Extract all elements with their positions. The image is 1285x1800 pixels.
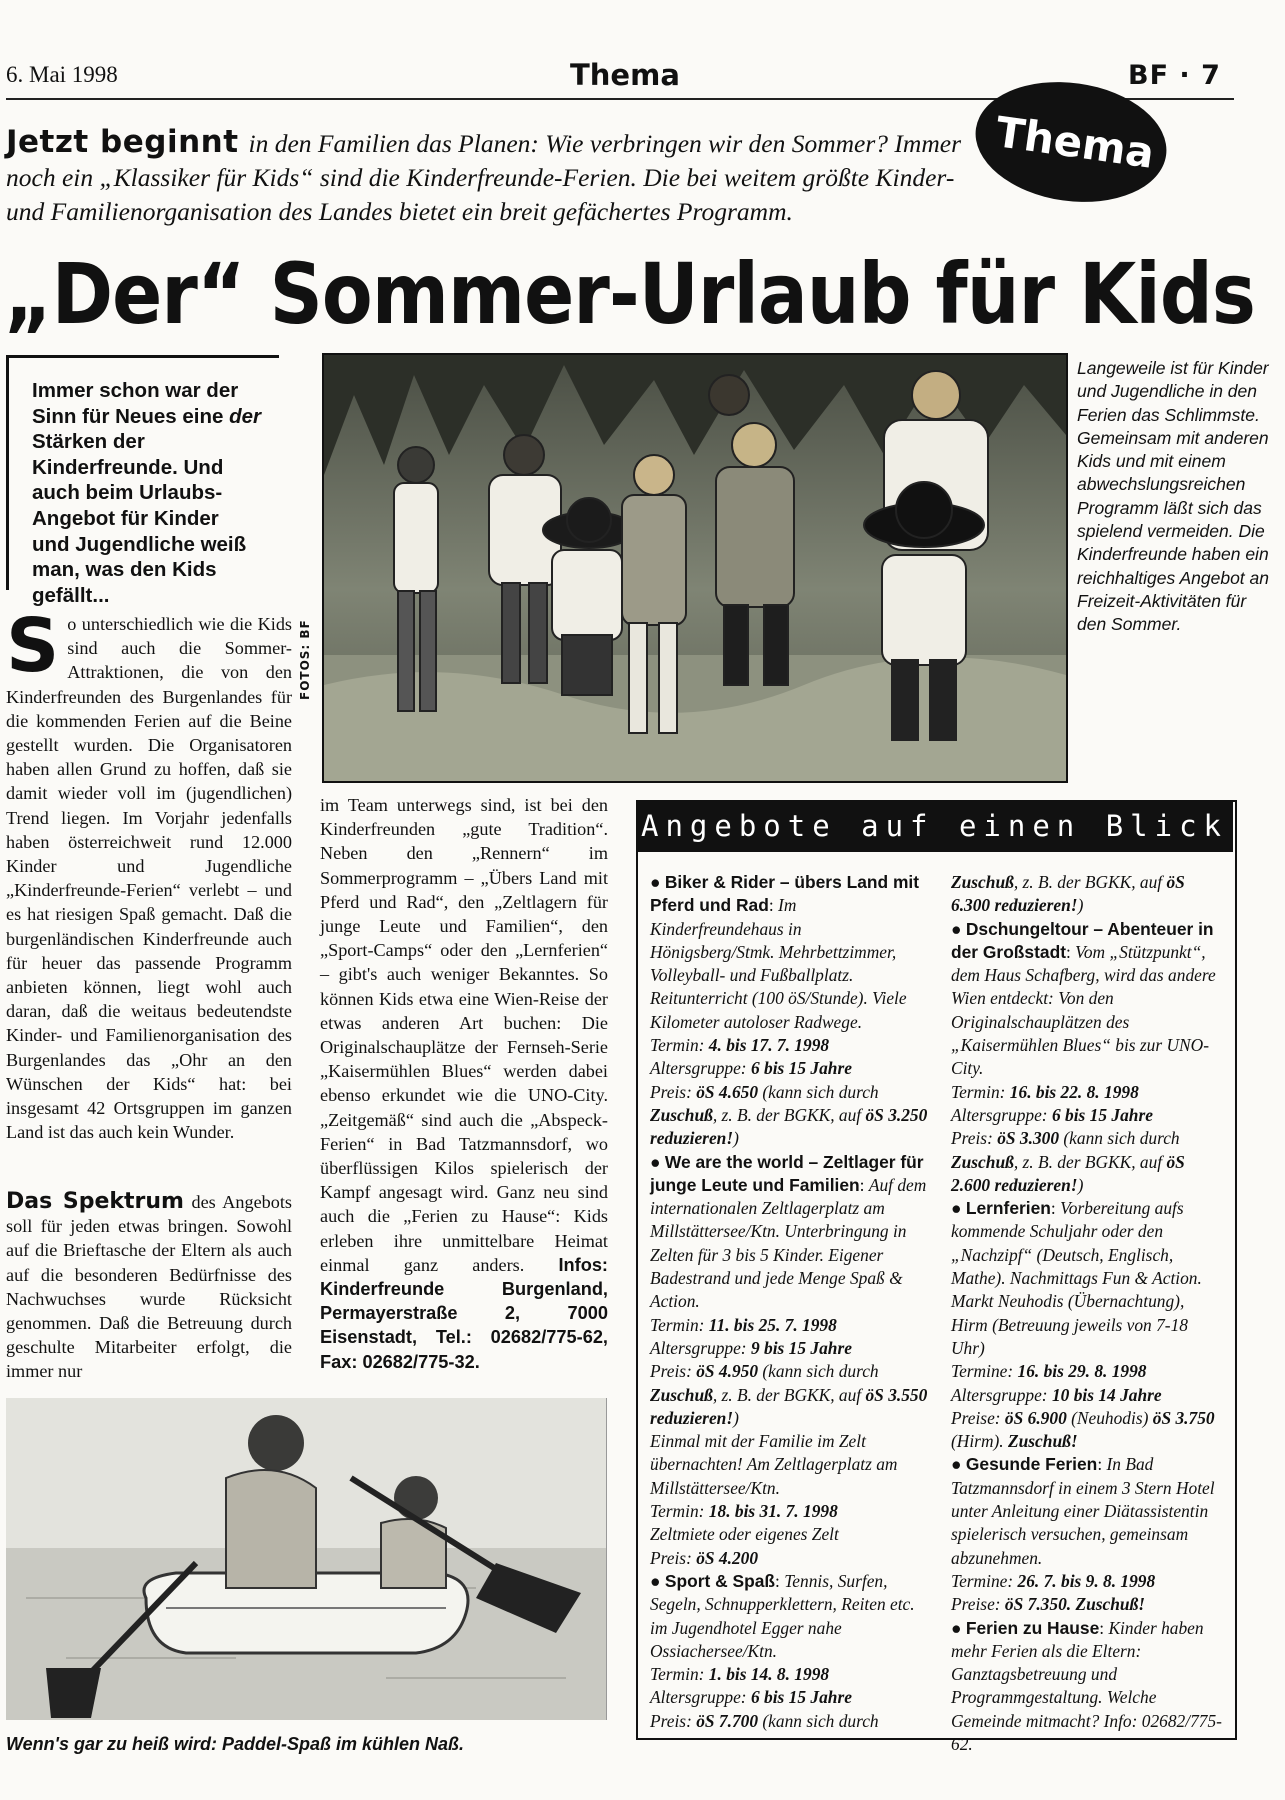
offer-title: Ferien zu Hause xyxy=(965,1617,1100,1638)
bullet-icon: ● xyxy=(650,1570,661,1591)
offer-zeltlager: ● We are the world – Zeltlager für junge Leute und Familien: Auf dem internationalen Zeltlagerplatz am Millstättersee/Ktn. Unterbringung in Zelten für 3 bis 5 Kinder. Eigener Badestrand und jede Menge Spaß & Action. Termin: 11. bis 25. 7. 1998 Altersgruppe: 9 bis 15 Jahre Preis: öS 4.950 (kann sich durch Zuschuß, z. B. der BGKK, auf öS 3.550 reduzieren!) Einmal mit der Familie im Zelt übernachten! Am Zeltlagerplatz am Millstättersee/Ktn. Termin: 18. bis 31. 7. 1998 Zeltmiete oder eigenes Zelt Preis: öS 4.200 xyxy=(650,1151,928,1568)
offer-ferien-zu-hause: ● Ferien zu Hause: Kinder haben mehr Ferien als die Eltern: Ganztagsbetreuung und Programmgestaltung. Welche Gemeinde mitmacht? Info: 02682/775-62. xyxy=(951,1617,1222,1754)
headline: „Der“ Sommer-Urlaub für Kids xyxy=(4,245,1256,343)
body-col2-text: im Team unterwegs sind, ist bei den Kinderfreunden „gute Tradition“. Neben den „Rennern“ im Sommerprogramm – „Übers Land mit Pferd und Rad“, den „Zeltlagern für junge Leute und Familien“, den „Sport-Camps“ oder den „Lernferien“ – gibt's auch weniger Bekanntes. So können Kids etwa eine Wien-Reise der etwas anderen Art buchen: Die Originalschauplätze der Fernseh-Serie „Kaisermühlen Blues“ werden dabei ebenso erkundet wie die UNO-City. „Zeitgemäß“ sind auch die „Abspeck-Ferien“ in Bad Tatzmannsdorf, wo überflüssigen Kilos spielerisch der Kampf angesagt wird. Ganz neu sind auch die „Ferien zu Hause“: Kids erleben ihre unmittelbare Heimat einmal ganz anders. xyxy=(320,795,608,1275)
intro-lead: Jetzt beginnt xyxy=(6,124,239,160)
offers-column-2 xyxy=(951,871,1225,1756)
lead-emphasis: der xyxy=(229,404,261,428)
offer-lernferien: ● Lernferien: Vorbereitung aufs kommende Schuljahr oder den „Nachzipf“ (Deutsch, Englisch, Mathe). Nachmittags Fun & Action. Markt Neuhodis (Übernachtung), Hirm (Betreuung jeweils von 7-18 Uhr) Termine: 16. bis 29. 8. 1998 Altersgruppe: 10 bis 14 Jahre Preise: öS 6.900 (Neuhodis) öS 3.750 (Hirm). Zuschuß! xyxy=(951,1198,1215,1452)
body-column-1-spektrum xyxy=(6,1190,292,1384)
photo-credit: FOTOS: BF xyxy=(298,619,312,700)
offer-sport: ● Sport & Spaß: Tennis, Surfen, Segeln, Schnupperklettern, Reiten etc. im Jugendhotel Egger nahe Ossiachersee/Ktn. Termin: 1. bis 14. 8. 1998 Altersgruppe: 6 bis 15 Jahre Preis: öS 7.700 (kann sich durch xyxy=(650,1570,915,1731)
body-col1-text: o unterschiedlich wie die Kids sind auch die Sommer-Attraktionen, die von den Kinderfreunden des Burgenlandes für die kommenden Ferien auf die Beine gestellt wurden. Die Organisatoren haben allen Grund zu hoffen, daß sie damit wieder voll im (jugendlichen) Trend liegen. Im Vorjahr jedenfalls haben österreichweit rund 12.000 Kinder und Jugendliche „Kinderfreunde-Ferien“ verlebt – und es hat riesigen Spaß gemacht. Daß die burgenländischen Kinderfreunde auch für heuer das passende Programm anbieten können, liegt wohl auch daran, daß die weitaus bedeutendste Kinder- und Familienorganisation des Burgenlandes das „Ohr an den Wünschen der Kids“ hat: bei insgesamt 42 Ortsgruppen im ganzen Land ist das auch kein Wunder. xyxy=(6,614,292,1143)
body-column-2 xyxy=(320,793,608,1374)
offer-title: Lernferien xyxy=(965,1198,1051,1219)
offer-title: Gesunde Ferien xyxy=(965,1454,1098,1475)
bullet-icon: ● xyxy=(650,872,661,892)
offers-column-1 xyxy=(650,871,930,1733)
bullet-icon: ● xyxy=(951,1617,962,1638)
offer-dschungeltour: ● Dschungeltour – Abenteuer in der Großstadt: Vom „Stützpunkt“, dem Haus Schafberg, wird das andere Wien entdeckt: Von den Originalschauplätzen des „Kaisermühlen Blues“ bis zur UNO-City. Termin: 16. bis 22. 8. 1998 Altersgruppe: 6 bis 15 Jahre Preis: öS 3.300 (kann sich durch Zuschuß, z. B. der BGKK, auf öS 2.600 reduzieren!) xyxy=(951,918,1216,1195)
offer-title: Dschungeltour – Abenteuer in der Großstadt xyxy=(951,918,1214,962)
offer-sport-continued: Zuschuß, z. B. der BGKK, auf öS 6.300 reduzieren!) xyxy=(951,872,1185,916)
kids-hiking-photo xyxy=(322,353,1068,783)
issue-date: 6. Mai 1998 xyxy=(6,62,118,87)
bullet-icon: ● xyxy=(951,918,962,939)
spektrum-heading: Das Spektrum xyxy=(6,1189,184,1214)
page-number: BF · 7 xyxy=(1128,60,1221,91)
kids-hiking-illustration xyxy=(324,355,1066,781)
bullet-icon: ● xyxy=(650,1151,661,1172)
photo-caption-bottom: Wenn's gar zu heiß wird: Paddel-Spaß im kühlen Naß. xyxy=(6,1734,465,1754)
lead-box-text xyxy=(32,378,262,608)
offer-colon: : xyxy=(768,895,779,916)
offer-desc: Im Kinderfreundehaus in Hönigsberg/Stmk. Mehrbettzimmer, Volleyball- und Fußballplatz. Reitunterricht (100 öS/Stunde). Viele Kilometer autoloser Radwege. xyxy=(650,895,907,1032)
lead-part1: Immer schon war der Sinn für Neues eine xyxy=(32,379,239,428)
spektrum-text: des Angebots soll für jeden etwas bringen. Sowohl auf die Brieftasche der Eltern als auch auf die besonderen Bedürfnisse des Nachwuchses wurde Rücksicht genommen. Daß die Betreuung durch geschulte Mitarbeiter erfolgt, die immer nur xyxy=(6,1192,292,1382)
contact-info: Infos: Kinderfreunde Burgenland, Permayerstraße 2, 7000 Eisenstadt, Tel.: 02682/775-62, Fax: 02682/775-32. xyxy=(320,1254,608,1372)
paddle-boat-photo xyxy=(6,1398,607,1720)
body-column-1 xyxy=(6,603,292,1144)
offer-title: Biker & Rider – übers Land mit Pferd und Rad xyxy=(650,872,920,916)
paddle-boat-illustration xyxy=(6,1398,606,1720)
section-title: Thema xyxy=(570,58,680,92)
intro-text: in den Familien das Planen: Wie verbringen wir den Sommer? Immer noch ein „Klassiker für Kids“ sind die Kinderfreunde-Ferien. Die bei weitem größte Kinder- und Familienorganisation des Landes bietet ein breit gefächertes Programm. xyxy=(6,129,961,226)
offer-biker: ● Biker & Rider – übers Land mit Pferd und Rad: Im Kinderfreundehaus in Hönigsberg/Stmk. Mehrbettzimmer, Volleyball- und Fußballplatz. Reitunterricht (100 öS/Stunde). Viele Kilometer autoloser Radwege. Termin: 4. bis 17. 7. 1998 Altersgruppe: 6 bis 15 Jahre Preis: öS 4.650 (kann sich durch Zuschuß, z. B. der BGKK, auf öS 3.250 reduzieren!) xyxy=(650,872,928,1149)
offers-title: Angebote auf einen Blick xyxy=(636,800,1233,852)
lead-part2: Stärken der Kinderfreunde. Und auch beim Urlaubs-Angebot für Kinder und Jugendliche weiß man, was den Kids gefällt... xyxy=(32,430,247,607)
offer-title: Sport & Spaß xyxy=(664,1570,776,1591)
intro-paragraph xyxy=(6,125,966,229)
bullet-icon: ● xyxy=(951,1198,962,1219)
bullet-icon: ● xyxy=(951,1454,962,1475)
drop-cap: S xyxy=(6,603,60,689)
thema-badge-label: Thema xyxy=(992,107,1158,178)
offer-gesunde-ferien: ● Gesunde Ferien: In Bad Tatzmannsdorf in einem 3 Stern Hotel unter Anleitung einer Diätassistentin spielerisch versuchen, gemeinsam abzunehmen. Termine: 26. 7. bis 9. 8. 1998 Preise: öS 7.350. Zuschuß! xyxy=(951,1454,1215,1615)
photo-caption-top: Langeweile ist für Kinder und Jugendliche in den Ferien das Schlimmste. Gemeinsam mit anderen Kids und mit einem abwechslungsreichen Programm läßt sich das spielend vermeiden. Die Kinderfreunde haben ein reichhaltiges Angebot an Freizeit-Aktivitäten für den Sommer. xyxy=(1077,358,1269,635)
offer-title: We are the world – Zeltlager für junge Leute und Familien xyxy=(650,1151,924,1195)
